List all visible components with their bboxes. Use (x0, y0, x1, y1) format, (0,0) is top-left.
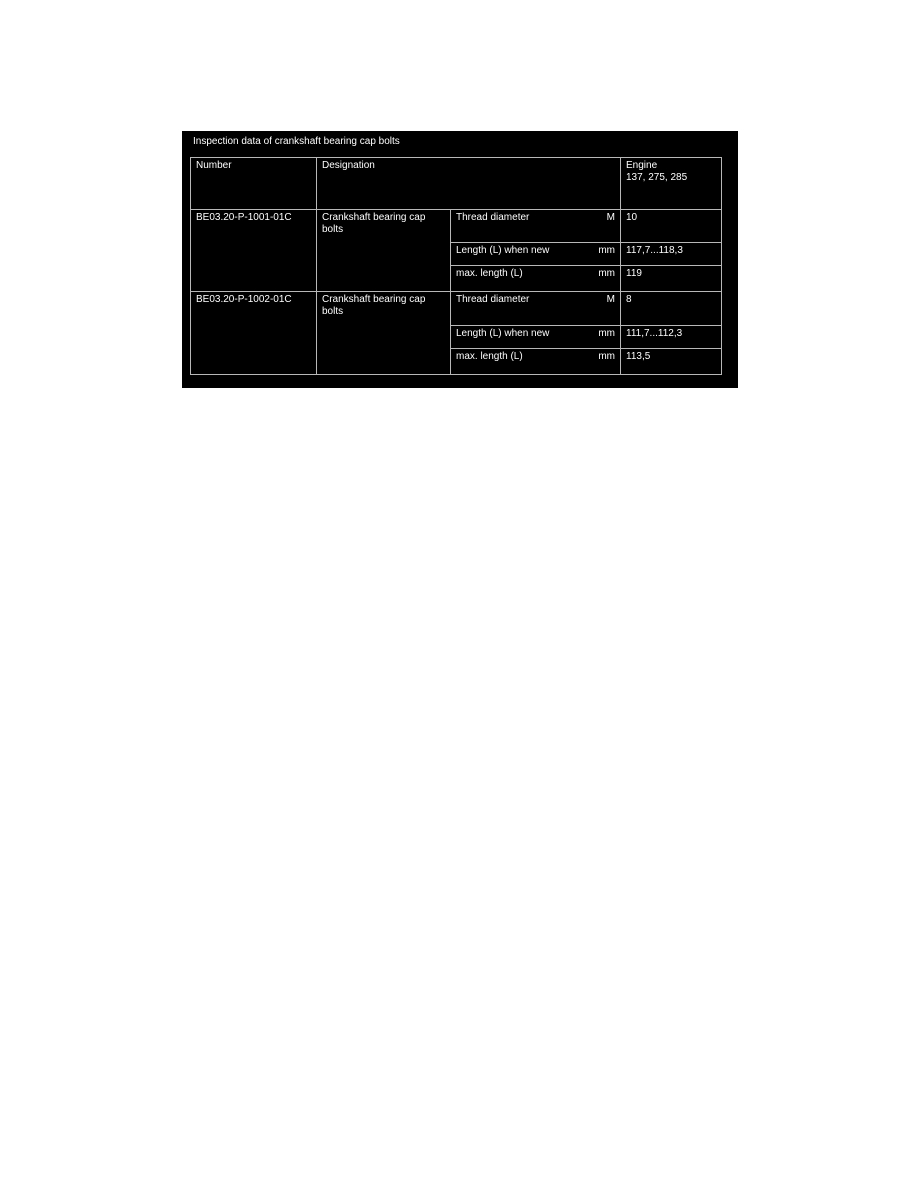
row2-number: BE03.20-P-1002-01C (191, 292, 317, 375)
inspection-data-table (190, 157, 722, 375)
table-header-row (191, 158, 722, 210)
row2-designation: Crankshaft bearing cap bolts (317, 292, 451, 375)
panel-title: Inspection data of crankshaft bearing cap bolts (193, 136, 400, 147)
row1-spec2-value: 117,7...118,3 (621, 243, 722, 266)
engine-header-line2: 137, 275, 285 (626, 172, 688, 183)
column-header-number: Number (191, 158, 317, 210)
row1-spec3-value: 119 (621, 266, 722, 292)
row2-spec2-value: 111,7...112,3 (621, 326, 722, 349)
column-header-designation: Designation (317, 158, 621, 210)
column-header-engine (621, 158, 722, 210)
row1-spec3-label: max. length (L) (456, 268, 523, 279)
row1-spec1-unit: M (606, 212, 615, 223)
row1-spec1-value: 10 (621, 210, 722, 243)
spec-line (456, 328, 615, 340)
spec-line (456, 212, 615, 224)
spec-line (456, 351, 615, 363)
row2-spec1-value: 8 (621, 292, 722, 326)
row2-spec1-property (451, 292, 621, 326)
spec-line (456, 268, 615, 280)
row2-spec3-value: 113,5 (621, 349, 722, 375)
spec-line (456, 294, 615, 306)
row2-spec3-label: max. length (L) (456, 351, 523, 362)
table-row (191, 210, 722, 243)
row1-spec1-property (451, 210, 621, 243)
row1-designation: Crankshaft bearing cap bolts (317, 210, 451, 292)
row1-number: BE03.20-P-1001-01C (191, 210, 317, 292)
row2-spec1-unit: M (606, 294, 615, 305)
row2-spec1-label: Thread diameter (456, 294, 530, 305)
row1-spec3-unit: mm (598, 268, 615, 279)
row1-spec3-property (451, 266, 621, 292)
row2-spec3-unit: mm (598, 351, 615, 362)
row2-spec2-property (451, 326, 621, 349)
row2-spec2-label: Length (L) when new (456, 328, 550, 339)
row1-spec1-label: Thread diameter (456, 212, 530, 223)
row2-spec2-unit: mm (598, 328, 615, 339)
spec-line (456, 245, 615, 257)
table-row (191, 292, 722, 326)
row1-spec2-label: Length (L) when new (456, 245, 550, 256)
row2-spec3-property (451, 349, 621, 375)
row1-spec2-property (451, 243, 621, 266)
inspection-data-panel (182, 131, 738, 388)
engine-header-line1: Engine (626, 160, 658, 171)
row1-spec2-unit: mm (598, 245, 615, 256)
